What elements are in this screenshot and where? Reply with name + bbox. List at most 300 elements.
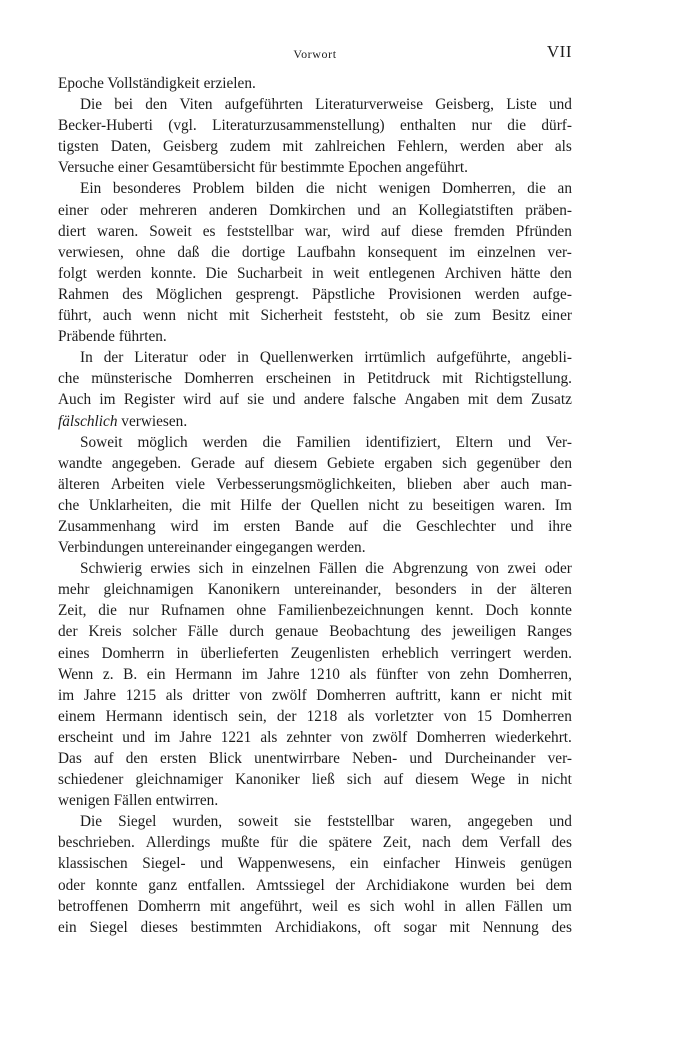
word: konsequent xyxy=(367,243,438,261)
word: die xyxy=(98,602,117,620)
word: Arbeiten xyxy=(110,475,165,493)
word: erscheint xyxy=(58,728,114,746)
word: Zeit, xyxy=(58,602,87,620)
word: von xyxy=(427,665,451,683)
word: mit xyxy=(228,307,250,325)
word: einer xyxy=(58,201,89,219)
word: den xyxy=(125,750,148,767)
word: Register xyxy=(123,391,175,409)
word: Siegel xyxy=(89,918,128,936)
word: der xyxy=(103,349,124,367)
word: von xyxy=(239,686,263,704)
word: nicht xyxy=(187,307,218,325)
word: Geisberg xyxy=(162,138,218,156)
word: diesem xyxy=(415,771,459,789)
word: auf xyxy=(244,454,265,472)
word: Blick xyxy=(208,750,242,767)
word: weil xyxy=(311,897,339,915)
word: Nennung xyxy=(482,918,539,936)
text-line xyxy=(58,685,572,706)
word: gegenüber xyxy=(476,454,541,472)
word: Fällen xyxy=(504,897,543,915)
word: Soweit xyxy=(149,222,192,240)
word: 15 xyxy=(476,707,492,725)
word: in xyxy=(237,349,249,367)
word: zehn xyxy=(459,665,489,683)
word: Domherrn xyxy=(137,897,201,915)
word: enthalten xyxy=(400,117,457,135)
text-line xyxy=(58,157,572,178)
line-text: Versuche einer Gesamtübersicht für bestimmte Epochen angeführt. xyxy=(58,159,468,177)
word: Familien xyxy=(296,433,351,451)
word: zahlreichen xyxy=(314,138,386,156)
text-line xyxy=(58,284,572,305)
word: Doch xyxy=(485,602,519,620)
word: Fälle xyxy=(187,623,219,641)
text-line xyxy=(58,326,572,347)
text-line xyxy=(58,537,572,558)
word: Allerdings xyxy=(145,834,211,852)
word: als xyxy=(554,138,572,156)
word: ein xyxy=(349,855,369,873)
word: bestimmten xyxy=(190,918,263,936)
word: folgt xyxy=(58,264,87,282)
word: Literaturzusammenstellung) xyxy=(212,117,385,135)
word: Domherrn xyxy=(101,644,165,662)
word: überlieferten xyxy=(200,644,279,662)
word: feststellbar xyxy=(226,222,294,240)
word: feststellbar xyxy=(327,813,395,831)
word: im xyxy=(241,665,258,683)
word: nur xyxy=(471,117,492,135)
word: zwölf xyxy=(372,728,408,746)
word: Hinweis xyxy=(454,855,506,873)
word: einzelnen xyxy=(251,560,311,578)
word: und xyxy=(549,96,572,114)
word: aufge- xyxy=(532,285,572,303)
word: waren. xyxy=(504,496,546,514)
text-line xyxy=(58,643,572,664)
word: die xyxy=(262,433,282,451)
word: beschrieben. xyxy=(58,834,135,852)
word: werden xyxy=(474,285,520,303)
page-header xyxy=(58,42,572,66)
word: angegeben. xyxy=(111,454,182,472)
word: allen xyxy=(465,897,496,915)
word: Domherren xyxy=(316,686,386,704)
word: besonders xyxy=(395,581,457,599)
text-line xyxy=(58,769,572,790)
word: angegeben xyxy=(467,813,533,831)
text-line xyxy=(58,706,572,727)
word: erheblich xyxy=(381,644,439,662)
word: um xyxy=(552,897,572,915)
word: einem xyxy=(58,707,96,725)
word: und xyxy=(122,728,146,746)
page-number: VII xyxy=(546,42,572,61)
word: anderen xyxy=(208,201,258,219)
word: Zeit, xyxy=(382,834,412,852)
word: ein xyxy=(58,918,77,936)
word: jeweiligen xyxy=(452,623,516,641)
word: konnte xyxy=(95,876,138,894)
text-line xyxy=(58,896,572,917)
word: Sicherheit xyxy=(260,307,323,325)
text-line xyxy=(58,516,572,537)
word: Wappenwesens, xyxy=(237,855,336,873)
text-line xyxy=(58,389,572,410)
text-line xyxy=(58,115,572,136)
word: als xyxy=(165,686,183,704)
line-text: Verbindungen untereinander eingegangen werden. xyxy=(58,539,366,557)
word: bilden xyxy=(256,180,295,198)
word: nur xyxy=(128,602,150,620)
word: nicht xyxy=(541,771,572,789)
word: führt, xyxy=(58,307,92,325)
text-line xyxy=(58,790,572,811)
text-line xyxy=(58,263,572,284)
word: Das xyxy=(58,750,82,767)
word: auf xyxy=(94,750,114,767)
word: dem xyxy=(461,834,489,852)
word: Pfründen xyxy=(515,222,572,240)
word: dem xyxy=(496,391,523,409)
word: erscheinen xyxy=(265,370,332,388)
word: 1210 xyxy=(309,665,340,683)
word: z. xyxy=(102,665,114,683)
word: ver- xyxy=(547,243,572,261)
word: Hilfe xyxy=(240,496,272,514)
word: zum xyxy=(454,307,481,325)
word: der xyxy=(276,707,297,725)
word: einzelnen xyxy=(477,243,536,261)
word: entfallen. xyxy=(187,876,246,894)
word: für xyxy=(270,834,289,852)
word: als xyxy=(349,665,367,683)
word: Wenn xyxy=(58,665,94,683)
word: gleichnamiger xyxy=(135,771,224,789)
word: identisch xyxy=(172,707,228,725)
word: war, xyxy=(304,222,331,240)
word: präben- xyxy=(525,201,572,219)
word: die xyxy=(305,180,325,198)
word: Durcheinander xyxy=(444,750,536,767)
word: ersten xyxy=(160,750,197,767)
word: feststeht, xyxy=(333,307,389,325)
word: dieses xyxy=(140,918,178,936)
word: che xyxy=(58,496,80,514)
text-line xyxy=(58,748,572,769)
word: dem xyxy=(545,876,572,894)
word: die xyxy=(211,243,230,261)
word: auf xyxy=(348,517,369,535)
word: oft xyxy=(373,918,391,936)
word: Rufnamen xyxy=(160,602,225,620)
word: kennt. xyxy=(435,602,474,620)
word: che xyxy=(58,370,80,388)
word: B. xyxy=(123,665,138,683)
word: sich xyxy=(346,771,372,789)
text-line xyxy=(58,600,572,621)
word: konnte xyxy=(530,602,572,620)
word: ganz xyxy=(148,876,178,894)
word: bei xyxy=(516,876,535,894)
word: Kollegiatstiften xyxy=(418,201,514,219)
word: zu xyxy=(408,496,423,514)
word: falsche xyxy=(352,391,397,409)
line-text: Epoche Vollständigkeit erzielen. xyxy=(58,75,256,92)
word: kann xyxy=(450,686,481,704)
word: Rahmen xyxy=(58,285,109,303)
word: Päpstliche xyxy=(312,285,375,303)
word: den xyxy=(549,264,572,282)
text-line xyxy=(58,94,572,115)
word: in xyxy=(517,771,530,789)
word: solcher xyxy=(132,623,177,641)
text-line xyxy=(58,495,572,516)
word: Domherren xyxy=(502,707,572,725)
word: Abgrenzung xyxy=(392,560,468,578)
word: Richtigstellung. xyxy=(474,370,572,388)
word: auf xyxy=(383,771,404,789)
word: werden. xyxy=(523,644,572,662)
word: bei xyxy=(114,96,133,114)
word: durch xyxy=(229,623,265,641)
word: verringert xyxy=(450,644,512,662)
word: Quellen xyxy=(310,496,359,514)
word: mit xyxy=(467,391,489,409)
word: Liste xyxy=(506,96,537,114)
word: diese xyxy=(411,222,443,240)
word: und xyxy=(200,855,224,873)
word: werden xyxy=(202,433,248,451)
word: spätere xyxy=(328,834,372,852)
word: Fehlern, xyxy=(397,138,448,156)
word: Fällen xyxy=(318,560,357,578)
word: wird xyxy=(183,391,212,409)
word: Kreis xyxy=(88,623,122,641)
word: betroffenen xyxy=(58,897,129,915)
word: die xyxy=(182,496,201,514)
text-line xyxy=(58,221,572,242)
word: (vgl. xyxy=(168,117,197,135)
word: nach xyxy=(422,834,451,852)
word: die xyxy=(382,517,402,535)
word: besonderes xyxy=(112,180,181,198)
word: Domkirchen xyxy=(269,201,346,219)
word: wohl xyxy=(403,897,435,915)
word: Gerade xyxy=(190,454,235,472)
word: fremden xyxy=(453,222,505,240)
word: mit xyxy=(210,897,231,915)
word: identifiziert, xyxy=(365,433,441,451)
word: ob xyxy=(399,307,416,325)
word: des xyxy=(551,834,572,852)
word: Domherren, xyxy=(498,665,572,683)
word: Geschlechter xyxy=(416,517,496,535)
word: diesem xyxy=(273,454,318,472)
word: dritter xyxy=(192,686,230,704)
word: und xyxy=(510,517,534,535)
word: In xyxy=(80,349,93,367)
word: zudem xyxy=(229,138,271,156)
word: wandte xyxy=(58,454,103,472)
text-line xyxy=(58,917,572,938)
word: klassischen xyxy=(58,855,128,873)
word: waren, xyxy=(410,813,452,831)
word: Zeugenlisten xyxy=(290,644,370,662)
text-line xyxy=(58,200,572,221)
word: Die xyxy=(80,813,103,831)
text-line xyxy=(58,136,572,157)
word: soweit xyxy=(238,813,279,831)
word: als xyxy=(347,707,365,725)
word: ihre xyxy=(548,517,572,535)
word: des xyxy=(122,285,143,303)
word: weit xyxy=(333,264,360,282)
word: im xyxy=(212,517,230,535)
word: Neben- xyxy=(352,750,398,767)
word: Jahre xyxy=(179,728,212,746)
word: Kanonikern xyxy=(207,581,280,599)
word: ersten xyxy=(243,517,281,535)
word: ein xyxy=(146,665,166,683)
word: Archidiakone xyxy=(365,876,449,894)
word: Jahre xyxy=(83,686,117,704)
word: sie xyxy=(247,391,265,409)
text-line xyxy=(58,558,572,579)
word: auch xyxy=(500,475,530,493)
word: sich xyxy=(442,454,467,472)
word: die xyxy=(299,834,318,852)
word: an xyxy=(557,180,572,198)
word: blieben xyxy=(406,475,452,493)
word: aber xyxy=(516,138,543,156)
word: Becker-Huberti xyxy=(58,117,153,135)
word: dürf- xyxy=(541,117,572,135)
word: Archidiakons, xyxy=(274,918,362,936)
word: in xyxy=(176,644,189,662)
word: auf xyxy=(219,391,239,409)
word: in xyxy=(343,370,356,388)
word: verwiesen, xyxy=(58,243,124,261)
word: mit xyxy=(442,370,463,388)
word: die xyxy=(365,560,384,578)
word: oder xyxy=(198,349,226,367)
word: mit xyxy=(449,918,470,936)
word: Beobachtung xyxy=(329,623,410,641)
word: an xyxy=(392,201,407,219)
word: auf xyxy=(380,222,401,240)
word: Familienbezeichnungen xyxy=(277,602,425,620)
word: im xyxy=(99,391,116,409)
word: angeführt, xyxy=(239,897,303,915)
word: Literatur xyxy=(134,349,188,367)
word: in xyxy=(470,581,483,599)
word: gleichnamigen xyxy=(103,581,194,599)
word: genaue xyxy=(275,623,319,641)
text-line xyxy=(58,579,572,600)
word: dortige xyxy=(241,243,286,261)
word: der xyxy=(335,876,355,894)
word: Domherren xyxy=(416,728,486,746)
text-line xyxy=(58,178,572,199)
word: konnte. xyxy=(150,264,197,282)
text-line xyxy=(58,621,572,642)
word: Verbesserungsmöglichkeiten, xyxy=(216,475,396,493)
word: Besitz xyxy=(491,307,531,325)
word: wiederkehrt. xyxy=(495,728,572,746)
word: nicht xyxy=(511,686,542,704)
word: wurden, xyxy=(172,813,223,831)
word: Sucharbeit xyxy=(237,264,303,282)
text-line xyxy=(58,853,572,874)
word: oder xyxy=(100,201,128,219)
word: Domherren xyxy=(184,370,254,388)
word: Schwierig xyxy=(80,560,143,578)
word: Laufbahn xyxy=(297,243,356,261)
word: werden xyxy=(459,138,505,156)
word: Archiven xyxy=(444,264,502,282)
line-text: wenigen Fällen entwirren. xyxy=(58,792,219,810)
word: Geisberg, xyxy=(435,96,494,114)
word: angebli- xyxy=(521,349,572,367)
text-line xyxy=(58,832,572,853)
word: Quellenwerken xyxy=(259,349,354,367)
word: nicht xyxy=(336,180,367,198)
word: werden xyxy=(96,264,142,282)
word: Kanoniker xyxy=(235,771,300,789)
word: Domherren, xyxy=(442,180,516,198)
word: mußte xyxy=(221,834,260,852)
word: Die xyxy=(205,264,228,282)
word: Petitdruck xyxy=(367,370,431,388)
word: die xyxy=(507,117,526,135)
word: auch xyxy=(102,307,132,325)
word: in xyxy=(311,264,324,282)
word: Ver- xyxy=(545,433,572,451)
word: Angaben xyxy=(404,391,460,409)
word: Amtssiegel xyxy=(255,876,325,894)
text-line xyxy=(58,73,572,94)
word: sich xyxy=(369,897,395,915)
word: im xyxy=(58,686,75,704)
word: und xyxy=(409,750,433,767)
word: gesprengt. xyxy=(235,285,299,303)
word: sein, xyxy=(238,707,267,725)
word: mit xyxy=(551,686,572,704)
text-line xyxy=(58,368,572,389)
text-line xyxy=(58,664,572,685)
word: Siegel- xyxy=(142,855,186,873)
text-line xyxy=(58,453,572,474)
word: schiedener xyxy=(58,771,124,789)
word: fünfter xyxy=(376,665,418,683)
word: älteren xyxy=(58,475,100,493)
word: wenn xyxy=(142,307,176,325)
word: Ranges xyxy=(526,623,572,641)
word: Hermann xyxy=(175,665,233,683)
word: möglich xyxy=(137,433,188,451)
word: Gebiete xyxy=(327,454,375,472)
word: 1218 xyxy=(306,707,338,725)
word: sie xyxy=(294,813,312,831)
word: andere xyxy=(303,391,345,409)
word: Viten xyxy=(179,96,213,114)
word: der xyxy=(58,623,78,641)
word: wurden xyxy=(459,876,506,894)
word: ohne xyxy=(236,602,267,620)
